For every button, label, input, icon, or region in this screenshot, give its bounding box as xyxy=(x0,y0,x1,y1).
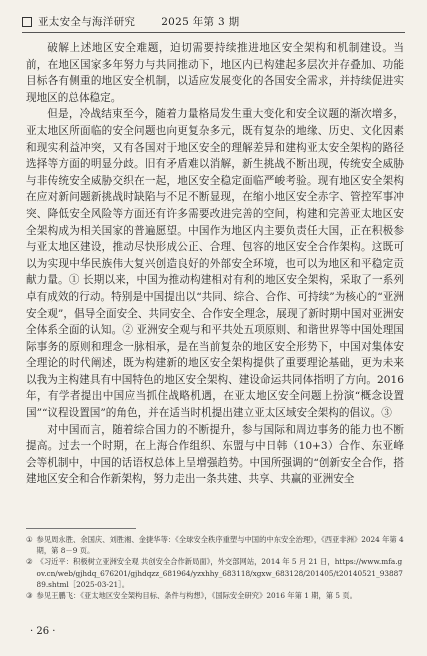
issue-label: 2025 年第 3 期 xyxy=(161,16,240,28)
journal-title: 亚太安全与海洋研究 xyxy=(38,16,136,28)
footnote xyxy=(26,534,404,556)
footnote-text: 参见王鹏飞：《亚太地区安全架构目标、条件与构想》，《国际安全研究》2016 年第 1 期，第 5 页。 xyxy=(36,591,357,601)
paragraph: 破解上述地区安全难题，迫切需要持续推进地区安全架构和机制建设。当前，在地区国家多年努力与共同推动下，地区内已构建起多层次并存叠加、功能目标各有侧重的地区安全机制，以适应发展变化的各国安全需求，并持续促进实现地区的总体稳定。 xyxy=(26,42,404,104)
footnote xyxy=(26,556,404,590)
square-marker-icon xyxy=(22,17,32,27)
paragraph: 对中国而言，随着综合国力的不断提升，参与国际和周边事务的能力也不断提高。过去一个时期，在上海合作组织、东盟与中日韩（10+3）合作、东亚峰会等机制中，中国的话语权总体上呈增强趋势。中国所强调的“创新安全合作，搭建地区安全和合作新架构，努力走出一条共建、共享、共赢的亚洲安全 xyxy=(26,423,404,486)
running-header xyxy=(22,14,405,29)
page-number: · 26 · xyxy=(30,626,56,637)
footnote-mark: ② xyxy=(26,557,33,567)
article-body xyxy=(26,40,404,488)
footnotes xyxy=(26,534,404,601)
footnote-mark: ① xyxy=(26,535,33,544)
footnote-mark: ③ xyxy=(26,591,33,601)
footnote-divider xyxy=(26,528,136,529)
paragraph: 但是，冷战结束至今，随着力量格局发生重大变化和安全议题的渐次增多，亚太地区所面临的安全问题也向更复杂多元，既有复杂的地缘、历史、文化因素和现实利益冲突，又有各国对于地区安全的理解差异和建构亚太安全架构的路径选择等方面的明显分歧。旧有矛盾难以消解，新生挑战不断出现，传统安全威胁与非传统安全威胁交织在一起，地区安全稳定面临严峻考验。现有地区安全架构在应对新问题新挑战时缺陷与不足不断显现，在缩小地区安全赤字、管控军事冲突、降低安全风险等方面还有许多需要改进完善的空间，构建和完善亚太地区安全架构成为相关国家的普遍愿望。中国作为地区内主要负责任大国，正在积极参与亚太地区建设，推动尽快形成公正、合理、包容的地区安全合作架构。这既可以为实现中华民族伟大复兴创造良好的外部安全环境，也可以为地区和平稳定贡献力量。① 长期以来，中国为推动构建相对有利的地区安全架构，采取了一系列卓有成效的行动。特别是中国提出以“共同、综合、合作、可持续”为核心的“亚洲安全观”，倡导全面安全、共同安全、合作安全理念，展现了新时期中国对亚洲安全体系全面的认知。② 亚洲安全观与和平共处五项原则、和谐世界等中国处理国际事务的原则和理念一脉相承，是在当前复杂的地区安全形势下，中国对集体安全理论的时代阐述，既为构建新的地区安全架构提供了重要理论基础，更为未来以我为主构建具有中国特色的地区安全架构、建设命运共同体指明了方向。2016 年，有学者提出中国应当抓住战略机遇，在亚太地区安全问题上扮演“概念设置国”“议程设置国”的角色，并在适当时机提出建立亚太区域安全架构的倡议。③ xyxy=(26,108,404,420)
footnote-text: 参见周永胜、余国庆、刘胜湘、金捷华等：《全球安全秩序重塑与中国的中东安全治理》，《西亚非洲》2024 年第 4 期，第 8－9 页。 xyxy=(36,535,404,556)
footnote xyxy=(26,590,404,601)
header-divider xyxy=(22,32,405,33)
footnote-text: 《习近平：积极树立亚洲安全观 共创安全合作新局面》，外交部网站，2014 年 5 月 21 日，https://www.mfa.gov.cn/web/gjhdq_676201/gjhdqzz_681964/yzxhhy_683118/xgxw_683128/201405/t20140521_9388789.shtml［2025-03-21］。 xyxy=(36,557,403,589)
